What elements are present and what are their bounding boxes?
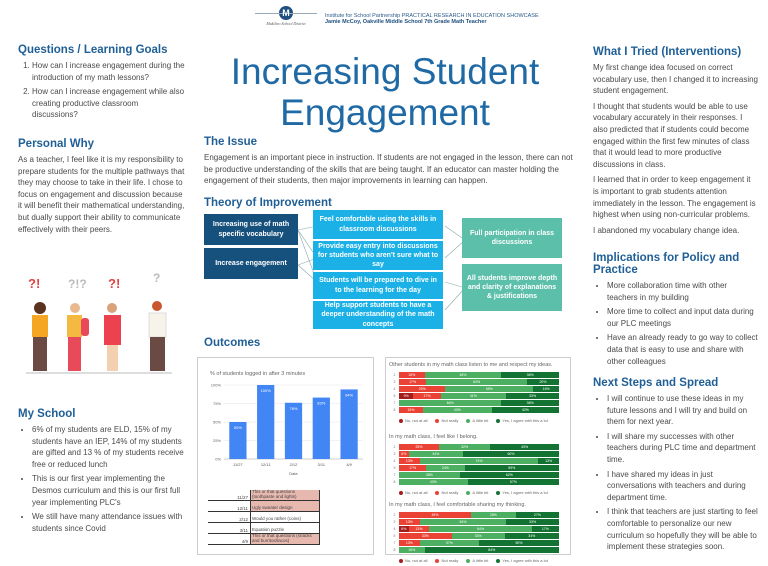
theory-heading: Theory of Improvement (204, 197, 332, 209)
stacked-bar-segment: 9% (399, 393, 413, 399)
row-label: 3 (393, 380, 396, 384)
svg-text:?: ? (153, 271, 161, 285)
stacked-bar-segment: 43% (399, 479, 468, 485)
change-idea-box: Provide easy entry into discussions for students who aren't sure what to say (313, 241, 443, 270)
stacked-bar-segment: 57% (468, 479, 559, 485)
stacked-bar-row (393, 472, 559, 478)
driver-box: Increase engagement (204, 248, 298, 279)
stacked-bar-row (393, 547, 559, 553)
chart-legend (399, 490, 567, 495)
stacked-bar-segment: 13% (409, 526, 430, 532)
survey-chart-belong (389, 434, 567, 498)
activity-name: Equation puzzle (250, 523, 320, 534)
survey-chart-respect (389, 362, 567, 426)
implications-heading: Implications for Policy and Practice (593, 252, 740, 276)
chart-legend (399, 558, 567, 563)
bar (257, 385, 274, 459)
next-steps-heading: Next Steps and Spread (593, 377, 719, 389)
x-tick-label: 2/12 (289, 462, 298, 467)
tried-paragraph: I abandoned my vocabulary change idea. (593, 225, 740, 235)
next-steps-section (593, 377, 758, 556)
legend-item: No, not at all (399, 558, 427, 563)
stacked-bar-row (393, 393, 559, 399)
activity-row (208, 490, 373, 501)
stacked-bar-segment: 29% (399, 386, 445, 392)
activity-name: This or that questions (snacks and burritos/tacos) (250, 534, 320, 545)
row-label: 8 (393, 548, 396, 552)
y-tick-label: 0% (215, 456, 221, 462)
chart-legend (399, 418, 567, 423)
stacked-bar-segment: 33% (506, 393, 559, 399)
driver-box: Increasing use of math specific vocabulary (204, 214, 298, 245)
stacked-bar-segment: 17% (413, 393, 440, 399)
row-label: 5 (393, 466, 396, 470)
school-fact: • 6% of my students are ELD, 15% of my students have an IEP, 14% of my students are gifted and 13 % of my students receive free or reduced lunch (32, 424, 186, 470)
stacked-bar-segment: 59% (465, 465, 559, 471)
logo-text: Mukilteo School District (266, 21, 306, 26)
bar-data-label: 100% (260, 388, 271, 393)
bar-data-label: 76% (289, 405, 298, 411)
legend-item: No, not at all (399, 418, 427, 423)
implication-item: • Have an already ready to go way to collect data that is easy to use and share with other colleagues (607, 332, 758, 367)
my-school-section (18, 408, 186, 537)
activity-name: Would you rather (coins) (250, 512, 320, 523)
svg-text:?!?: ?!? (68, 277, 87, 291)
legend-item: Not really (435, 490, 458, 495)
stacked-bar-segment: 63% (426, 379, 527, 385)
issue-text: Engagement is an important piece in instruction. If students are not engaged in the lesson, there can not be productive understanding of the skills that are being taught. If an educator can master holding the engagement of their students, then major improvements in learning can happen. (204, 153, 573, 186)
tried-section (593, 46, 758, 240)
stacked-bar-row (393, 533, 559, 539)
row-label: 8 (393, 480, 396, 484)
x-tick-label: 12/11 (260, 462, 271, 467)
stacked-bar-row (393, 519, 559, 525)
stacked-bar-segment: 16% (533, 386, 559, 392)
x-axis-label: Date (289, 471, 298, 476)
bar-data-label: 50% (233, 425, 242, 430)
stacked-bar-segment: 48% (425, 372, 502, 378)
district-logo (255, 6, 317, 26)
stacked-bar-segment: 25% (399, 444, 439, 450)
question-item: 1. How can I increase engagement during the introduction of my math lessons? (32, 60, 186, 83)
stacked-bar-segment: 64% (399, 400, 501, 406)
implications-section (593, 252, 758, 370)
my-school-heading: My School (18, 408, 76, 420)
change-idea-box: Students will be prepared to dive in to the learning for the day (313, 272, 443, 299)
stacked-bar-segment: 74% (420, 458, 538, 464)
bar (313, 398, 330, 459)
activity-date: 2/12 (208, 512, 250, 523)
stacked-bar-row (393, 379, 559, 385)
stacked-bar-segment: 6% (399, 451, 409, 457)
legend-item: Not really (435, 418, 458, 423)
row-label: 4 (393, 387, 396, 391)
next-step-item: • I think that teachers are just starting to feel comfortable to personalize our new curriculum so hopefully they will be able to implement these strategies soon. (607, 506, 758, 552)
personal-why-heading: Personal Why (18, 138, 95, 150)
outcomes-heading: Outcomes (204, 337, 261, 349)
legend-item: Yes, I agree with this a lot (496, 558, 547, 563)
personal-why-section (18, 138, 186, 239)
tried-paragraph: I learned that in order to keep engagement it is important to grab students attention immediately in the lesson. The engagement is highest when using non-curricular problems. (593, 175, 756, 220)
stacked-bar-segment: 54% (420, 519, 506, 525)
issue-heading: The Issue (204, 136, 258, 148)
activity-row (208, 534, 373, 545)
row-label: 2 (393, 445, 396, 449)
tried-heading: What I Tried (Interventions) (593, 46, 742, 58)
stacked-bar-segment: 13% (538, 458, 559, 464)
chart-title: % of students logged in after 3 minutes (210, 371, 306, 377)
x-tick-label: 4/9 (346, 462, 352, 467)
stacked-bar-row (393, 372, 559, 378)
stacked-bar-segment: 60% (463, 451, 559, 457)
row-label: 8 (393, 408, 396, 412)
row-label: 7 (393, 541, 396, 545)
survey-chart-title: In my math class, I feel comfortable sharing my thinking. (389, 502, 526, 508)
header-line-2: Jamie McCoy, Oakville Middle School 7th Grade Math Teacher (325, 19, 487, 25)
bar-data-label: 83% (317, 400, 326, 406)
x-tick-label: 11/27 (233, 462, 243, 467)
issue-section (204, 136, 574, 191)
personal-why-text: As a teacher, I feel like it is my responsibility to prepare students for the multiple pathways that they may choose to take in their life. I chose to focus on engagement and discussion because it will benefit their mathematical understanding, but dually support their ability to communicate effectively with their peers. (18, 155, 185, 234)
survey-chart-sharing (389, 502, 567, 566)
stacked-bar-segment: 13% (399, 458, 420, 464)
stacked-bar-segment: 33% (399, 533, 452, 539)
legend-item: No, not at all (399, 490, 427, 495)
stacked-bar-segment: 36% (501, 372, 559, 378)
outcome-box: All students improve depth and clarity of explanations & justifications (462, 264, 562, 311)
stacked-bar-segment: 16% (399, 547, 425, 553)
activity-name: This or that questions (toothpaste and lights) (250, 490, 320, 501)
change-idea-box: Help support students to have a deeper understanding of the math concepts (313, 301, 443, 329)
next-step-item: • I will continue to use these ideas in my future lessons and I will try and build on them for next year. (607, 393, 758, 428)
stacked-bar-segment: 27% (516, 512, 559, 518)
stacked-bar-row (393, 465, 559, 471)
poster-title: Increasing Student Engagement (230, 51, 540, 133)
stacked-bar-segment: 42% (492, 407, 559, 413)
stacked-bar-segment: 33% (506, 519, 559, 525)
stacked-bar-segment: 55% (445, 386, 533, 392)
students-illustration (12, 270, 172, 380)
stacked-bar-row (393, 458, 559, 464)
next-step-item: • I have shared my ideas in just conversations with teachers and during department time. (607, 469, 758, 504)
bar (340, 389, 357, 459)
tried-paragraph: My first change idea focused on correct vocabulary use, then I changed it to increasing student engagement. (593, 63, 758, 96)
stacked-bar-row (393, 512, 559, 518)
activity-date: 11/27 (208, 490, 250, 501)
stacked-bar-segment: 45% (399, 512, 471, 518)
y-tick-label: 25% (212, 438, 221, 443)
question-item: 2. How can I increase engagement while also creating productive classroom discussions? (32, 86, 186, 121)
logo-m-icon: M (279, 6, 293, 20)
row-label: 5 (393, 394, 396, 398)
stacked-bar-segment: 28% (471, 512, 516, 518)
stacked-bar-segment: 43% (490, 444, 559, 450)
stacked-bar-row (393, 407, 559, 413)
stacked-bar-segment: 62% (460, 472, 559, 478)
stacked-bar-row (393, 526, 559, 532)
svg-text:?!: ?! (108, 276, 121, 291)
header-line-1: Institute for School Partnership PRACTICAL RESEARCH IN EDUCATION SHOWCASE (325, 13, 539, 19)
stacked-bar-segment: 36% (501, 400, 559, 406)
stacked-bar-segment: 20% (527, 379, 559, 385)
row-label: 7 (393, 473, 396, 477)
survey-charts-panel (385, 357, 571, 563)
implication-item: • More time to collect and input data during our PLC meetings (607, 306, 758, 329)
row-label: 5 (393, 534, 396, 538)
row-label: 3 (393, 452, 396, 456)
row-label: 4 (393, 459, 396, 463)
x-tick-label: 3/11 (317, 462, 326, 467)
school-fact: • We still have many attendance issues with students since Covid (32, 511, 186, 534)
row-label: 7 (393, 401, 396, 405)
questions-heading: Questions / Learning Goals (18, 44, 168, 56)
login-bar-chart (198, 377, 373, 482)
tried-paragraph: I thought that students would be able to use vocabulary accurately in their responses. I also predicted that if students could become engaged within the first few minutes of class that it would lead to more productive discussions in class. (593, 101, 750, 169)
y-tick-label: 50% (212, 419, 221, 425)
activity-date: 3/11 (208, 523, 250, 534)
survey-chart-title: Other students in my math class listen to me and respect my ideas. (389, 362, 553, 368)
legend-item: A little bit (466, 418, 488, 423)
stacked-bar-row (393, 479, 559, 485)
stacked-bar-segment: 24% (426, 465, 464, 471)
outcome-box: Full participation in class discussions (462, 218, 562, 258)
stacked-bar-segment: 33% (452, 533, 505, 539)
bar-data-label: 94% (345, 392, 354, 398)
activity-row (208, 512, 373, 523)
login-chart-panel (197, 357, 374, 555)
stacked-bar-segment: 34% (505, 533, 559, 539)
school-fact: • This is our first year implementing the Desmos curriculum and this is our first full year implementing PLC's (32, 473, 186, 508)
stacked-bar-segment: 6% (399, 526, 409, 532)
legend-item: A little bit (466, 558, 488, 563)
activity-date: 12/11 (208, 501, 250, 512)
stacked-bar-row (393, 540, 559, 546)
stacked-bar-segment: 37% (420, 540, 479, 546)
stacked-bar-row (393, 451, 559, 457)
y-tick-label: 100% (210, 382, 221, 388)
next-step-item: • I will share my successes with other teachers during PLC time and department time. (607, 431, 758, 466)
activity-row (208, 501, 373, 512)
stacked-bar-segment: 13% (399, 519, 420, 525)
svg-text:?!: ?! (28, 276, 41, 291)
questions-section (18, 44, 186, 124)
survey-chart-title: In my math class, I feel like I belong. (389, 434, 478, 440)
activity-table (208, 490, 373, 545)
legend-item: A little bit (466, 490, 488, 495)
stacked-bar-segment: 15% (399, 407, 423, 413)
row-label: 2 (393, 373, 396, 377)
stacked-bar-row (393, 386, 559, 392)
stacked-bar-segment: 84% (425, 547, 559, 553)
stacked-bar-segment: 64% (429, 526, 531, 532)
implication-item: • More collaboration time with other teachers in my building (607, 280, 758, 303)
y-tick-label: 75% (212, 401, 221, 406)
stacked-bar-segment: 34% (409, 451, 463, 457)
row-label: 2 (393, 513, 396, 517)
legend-item: Not really (435, 558, 458, 563)
stacked-bar-row (393, 400, 559, 406)
stacked-bar-segment: 38% (399, 472, 460, 478)
legend-item: Yes, I agree with this a lot (496, 490, 547, 495)
change-idea-box: Feel comfortable using the skills in classroom discussions (313, 210, 443, 239)
legend-item: Yes, I agree with this a lot (496, 418, 547, 423)
stacked-bar-segment: 43% (423, 407, 492, 413)
bar (285, 403, 302, 459)
stacked-bar-segment: 50% (479, 540, 559, 546)
stacked-bar-segment: 13% (399, 540, 420, 546)
stacked-bar-segment: 17% (399, 465, 426, 471)
activity-date: 4/9 (208, 534, 250, 545)
stacked-bar-segment: 17% (532, 526, 559, 532)
row-label: 4 (393, 527, 396, 531)
stacked-bar-segment: 32% (439, 444, 490, 450)
row-label: 3 (393, 520, 396, 524)
activity-name: Ugly sweater design (250, 501, 320, 512)
stacked-bar-segment: 41% (441, 393, 507, 399)
stacked-bar-row (393, 444, 559, 450)
stacked-bar-segment: 17% (399, 379, 426, 385)
stacked-bar-segment: 16% (399, 372, 425, 378)
